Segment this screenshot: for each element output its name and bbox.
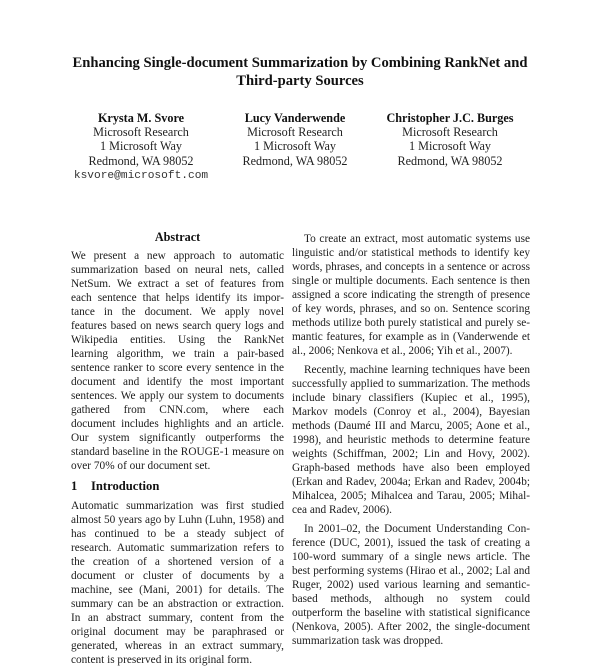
- section-number: 1: [71, 479, 78, 493]
- section-heading-introduction: [71, 479, 284, 493]
- author-name: Christopher J.C. Burges: [386, 111, 514, 125]
- author-name: Lucy Vanderwende: [244, 111, 346, 125]
- author-name: Krysta M. Svore: [97, 111, 185, 125]
- right-column: [292, 232, 530, 648]
- abstract-text: We present a new approach to automatic summarization based on neural nets, called NetSum. We extract a set of features from each sentence that helps identify its importance in the document. We apply novel features based on news search query logs and Wikipedia entities. Using the RankNet learning algorithm, we train a pair-based sentence ranker to score every sentence in the document and identify the most important sentences. We apply our system to documents gathered from CNN.com, where each document includes highlights and an article. Our system significantly outperforms the standard baseline in the ROUGE-1 measure on over 70% of our document set.: [71, 250, 284, 472]
- author-3: [360, 111, 540, 168]
- left-column: [71, 230, 284, 667]
- author-affiliation: Microsoft Research: [247, 125, 343, 140]
- abstract-heading: Abstract: [154, 230, 201, 244]
- section-title: Introduction: [91, 479, 160, 493]
- author-email: ksvore@microsoft.com: [73, 169, 209, 182]
- body-paragraph: Recently, machine learning techniques have been successfully applied to summarization. The methods include binary classifiers (Kupiec et al., 1995), Markov models (Conroy et al., 2004), Bayesian methods (Daumé III and Marcu, 2005; Aone et al., 1998), and heuristic methods to determine feature weights (Schiffman, 2002; Lin and Hovy, 2002). Graph-based methods have also been employed (Erkan and Radev, 2004a; Erkan and Radev, 2004b; Mihalcea, 2005; Mihalcea and Tarau, 2005; Mihalcea and Radev, 2006).: [292, 364, 530, 516]
- author-address-line1: 1 Microsoft Way: [99, 139, 183, 154]
- body-paragraph: In 2001–02, the Document Understanding Conference (DUC, 2001), issued the task of creating a 100-word summary of a single news article. The best performing systems (Hirao et al., 2002; Lal and Ruger, 2002) used various learning and semantic-based methods, although no system could outperform the baseline with statistical significance (Nenkova, 2005). After 2002, the single-document summarization task was dropped.: [292, 523, 530, 647]
- author-address-line1: 1 Microsoft Way: [408, 139, 492, 154]
- body-paragraph: To create an extract, most automatic systems use linguistic and/or statistical methods to identify key words, phrases, and concepts in a sentence or across single or multiple documents. Each sentence is then assigned a score indicating the strength of presence of key words, phrases, and so on. Sentence scoring methods utilize both purely statistical and purely semantic features, for example as in (Vanderwende et al., 2006; Nenkova et al., 2006; Yih et al., 2007).: [292, 233, 530, 357]
- author-affiliation: Microsoft Research: [93, 125, 189, 140]
- author-address-line2: Redmond, WA 98052: [88, 153, 194, 168]
- author-address-line2: Redmond, WA 98052: [397, 153, 503, 168]
- author-affiliation: Microsoft Research: [402, 125, 498, 140]
- author-2: [222, 111, 368, 168]
- author-address-line1: 1 Microsoft Way: [253, 139, 337, 154]
- paper-title: Enhancing Single-document Summarization by Combining RankNet and Third-party Sources: [72, 55, 528, 89]
- introduction-paragraph: Automatic summarization was first studied almost 50 years ago by Luhn (Luhn, 1958) and has continued to be a steady subject of research. Automatic summarization refers to the creation of a shortened version of a document or cluster of documents by a machine, see (Mani, 2001) for details. The summary can be an abstraction or extraction. In an abstract summary, content from the original document may be paraphrased or generated, whereas in an extract summary, content is preserved in its original form.: [71, 500, 284, 666]
- author-address-line2: Redmond, WA 98052: [242, 153, 348, 168]
- author-1: [60, 111, 222, 183]
- author-block: [60, 111, 540, 191]
